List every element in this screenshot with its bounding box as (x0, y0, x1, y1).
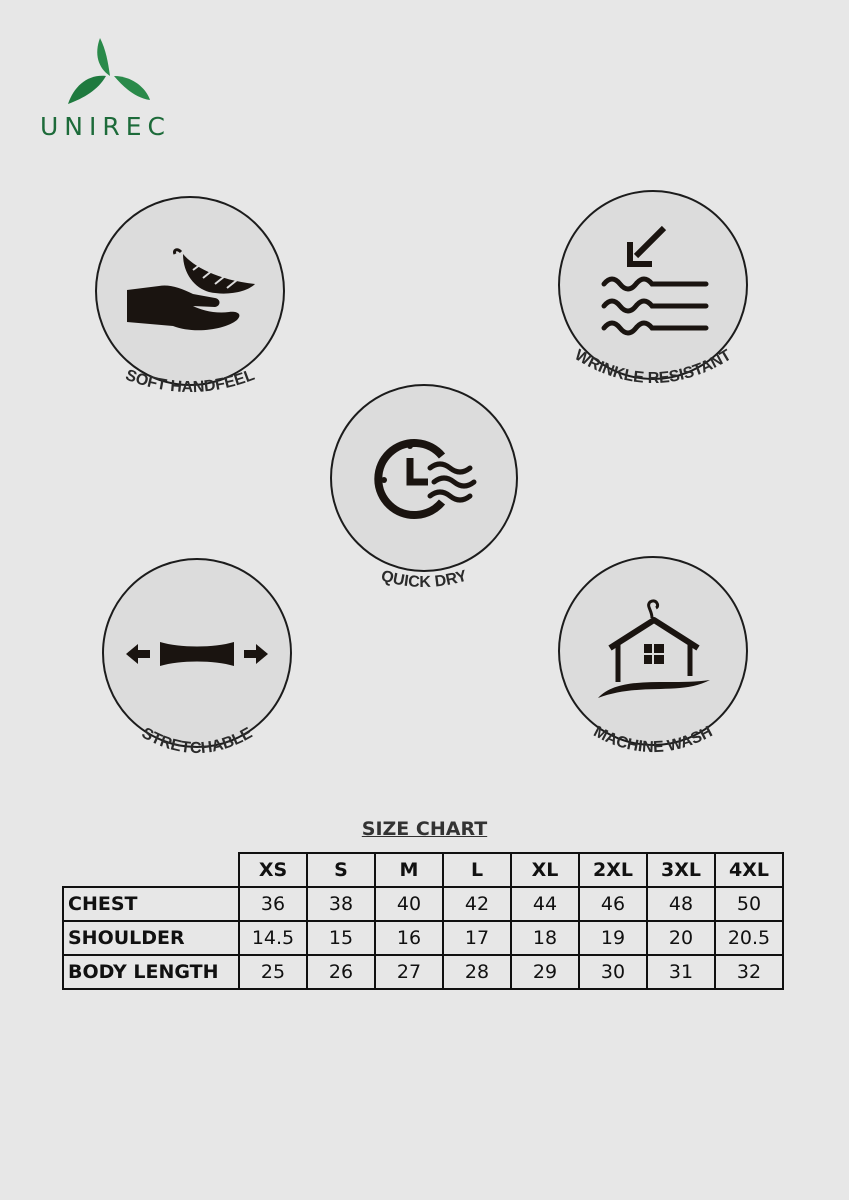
feature-soft-handfeel (95, 196, 285, 416)
svg-text:MACHINE WASH: MACHINE WASH (590, 723, 716, 757)
feature-quick-dry (330, 384, 520, 614)
table-cell: 36 (239, 887, 307, 921)
table-cell: 31 (647, 955, 715, 989)
feature-label (330, 384, 520, 614)
table-cell: 25 (239, 955, 307, 989)
size-header: 3XL (647, 853, 715, 887)
table-row (63, 887, 783, 921)
table-cell: 15 (307, 921, 375, 955)
table-cell: 19 (579, 921, 647, 955)
size-header: L (443, 853, 511, 887)
feature-label (95, 196, 285, 426)
table-cell: 28 (443, 955, 511, 989)
feature-label (102, 558, 292, 788)
table-cell: 20 (647, 921, 715, 955)
table-cell: 27 (375, 955, 443, 989)
table-row (63, 955, 783, 989)
table-cell: 42 (443, 887, 511, 921)
size-chart-title: SIZE CHART (361, 818, 488, 840)
table-cell: 29 (511, 955, 579, 989)
table-cell: 40 (375, 887, 443, 921)
size-header-row (63, 853, 783, 887)
table-row (63, 921, 783, 955)
size-header: M (375, 853, 443, 887)
table-cell: 50 (715, 887, 783, 921)
table-cell: 46 (579, 887, 647, 921)
feature-machine-wash (558, 556, 748, 786)
table-cell: 30 (579, 955, 647, 989)
feature-stretchable (102, 558, 292, 788)
table-cell: 17 (443, 921, 511, 955)
svg-text:SOFT HANDFEEL: SOFT HANDFEEL (123, 366, 257, 397)
table-cell: 16 (375, 921, 443, 955)
svg-text:QUICK DRY: QUICK DRY (379, 567, 469, 592)
row-label: BODY LENGTH (63, 955, 239, 989)
brand-name: UNIREC (40, 112, 171, 141)
size-chart-table (62, 852, 784, 990)
size-header: XL (511, 853, 579, 887)
size-header: 2XL (579, 853, 647, 887)
row-label: SHOULDER (63, 921, 239, 955)
svg-text:STRETCHABLE: STRETCHABLE (138, 724, 256, 758)
brand-logo (38, 36, 188, 146)
table-cell: 26 (307, 955, 375, 989)
table-cell: 14.5 (239, 921, 307, 955)
feature-label (558, 190, 748, 420)
table-cell: 44 (511, 887, 579, 921)
table-cell: 20.5 (715, 921, 783, 955)
table-cell: 48 (647, 887, 715, 921)
leaf-logo-icon (66, 36, 152, 108)
size-header: XS (239, 853, 307, 887)
table-cell: 18 (511, 921, 579, 955)
feature-label (558, 556, 748, 786)
size-header: S (307, 853, 375, 887)
blank-corner (63, 853, 239, 887)
svg-text:WRINKLE RESISTANT: WRINKLE RESISTANT (571, 346, 735, 388)
size-header: 4XL (715, 853, 783, 887)
table-cell: 32 (715, 955, 783, 989)
row-label: CHEST (63, 887, 239, 921)
feature-wrinkle-resistant (558, 190, 748, 420)
table-cell: 38 (307, 887, 375, 921)
